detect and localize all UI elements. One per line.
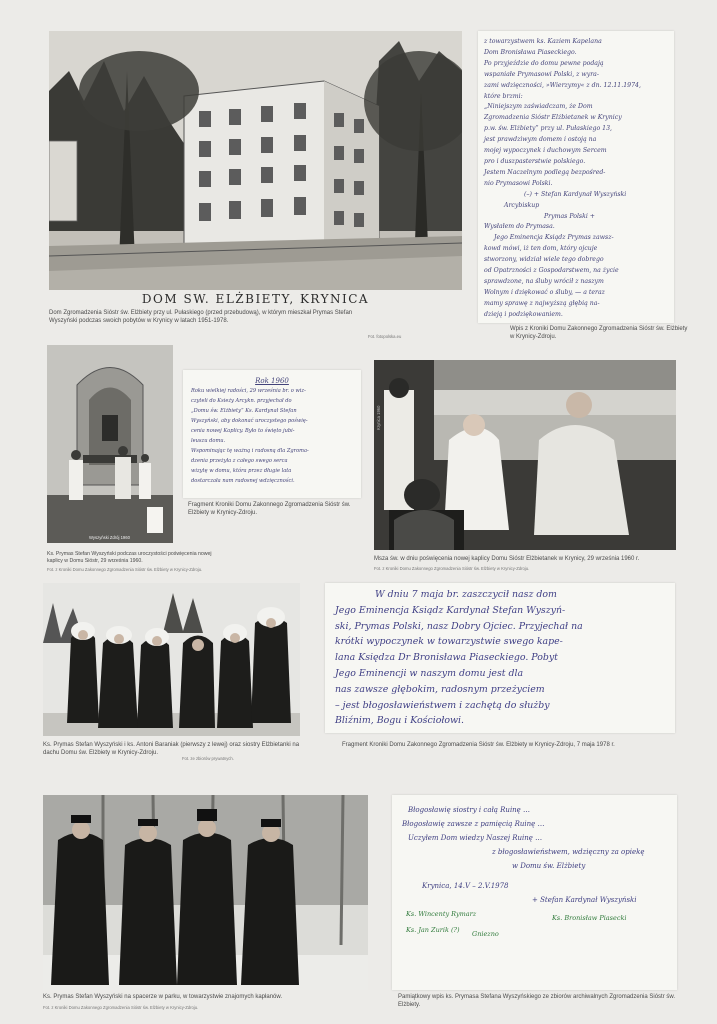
chapel-photo-credit: Fot. z Kroniki Domu Zakonnego Zgromadzenia Sióstr św. Elżbiety w Krynicy-Zdroju. <box>47 567 203 572</box>
guestbook-green-signature: Gniezno <box>472 930 499 938</box>
chronicle-1978-caption: Fragment Kroniki Domu Zakonnego Zgromadzenia Sióstr św. Elżbiety w Krynicy-Zdroju, 7 maja 1978 r. <box>342 742 615 748</box>
doc-line: Jego Eminencji w naszym domu jest dla <box>335 667 524 679</box>
doc-line: Wolnym i dziękować o śluby, — a teraz <box>484 288 605 296</box>
doc-line: Po przyjeździe do domu pewne podają <box>484 59 604 67</box>
doc-line: leuszu domu. <box>191 438 226 444</box>
postcard-illustration <box>49 31 462 290</box>
doc-line: Wysłałem do Prymasa. <box>484 223 555 231</box>
doc-line: Bliźnim, Bogu i Kościołowi. <box>335 715 465 727</box>
doc-line: wspaniałe Prymasowi Polski, z wyra- <box>484 70 599 78</box>
doc-line: nas zawsze głębokim, radosnym przeżyciem <box>335 683 545 695</box>
doc-line: od Opatrzności z Gospodarstwem, na życie <box>484 267 619 275</box>
guestbook-line: Uczyłem Dom wiedzy Naszej Ruinę … <box>408 834 543 842</box>
chapel-photo <box>47 345 173 543</box>
guestbook-line: Błogosławię siostry i całą Ruinę … <box>408 806 531 814</box>
doc-line: „Niniejszym zaświadczam, że Dom <box>484 103 593 111</box>
doc-line: nio Prymasowi Polski. <box>484 179 553 187</box>
chapel-photo-caption: Ks. Prymas Stefan Wyszyński podczas uroczystości poświęcenia nowej kaplicy w Domu Sióstr, 29 września 1960. <box>47 551 212 564</box>
doc-line: kowd mówi, iż ten dom, który ojcuje <box>484 245 598 253</box>
doc-line: dzieją i podziękowaniem. <box>484 310 563 318</box>
chapel-photo-stamp: Wyszyński Zdrój 1960 <box>89 535 130 540</box>
priests-illustration <box>43 795 368 990</box>
nuns-photo-credit: Fot. ze zbiorów prywatnych. <box>182 756 234 761</box>
postcard-title: DOM SW. ELŻBIETY, KRYNICA <box>141 292 370 306</box>
guestbook-signature: + Stefan Kardynał Wyszyński <box>532 896 637 904</box>
doc-line: dostarczała nam radosnej wdzięczności. <box>191 478 295 484</box>
doc-line: mamy sprawę z najwyższą głębią na- <box>484 299 600 307</box>
guestbook-green-signature: Ks. Wincenty Rymarz <box>406 910 477 918</box>
doc-line: Arcybiskup <box>504 201 540 209</box>
priests-photo-credit: Fot. z Kroniki Domu Zakonnego Zgromadzenia Sióstr św. Elżbiety w Krynicy-Zdroju. <box>43 1005 199 1010</box>
doc-line: Jego Eminencja Ksiądz Prymas zawsz- <box>494 234 614 242</box>
guestbook-line: z błogosławieństwem, wdzięczny za opiekę <box>492 848 645 856</box>
mass-photo-credit: Fot. z Kroniki Domu Zakonnego Zgromadzenia Sióstr św. Elżbiety w Krynicy-Zdroju. <box>374 566 530 571</box>
doc-line: (–) + Stefan Kardynał Wyszyński <box>524 190 627 198</box>
postcard-photo <box>49 31 462 290</box>
doc-line: Wspominając tę ważną i radosną dla Zgroma- <box>191 448 309 454</box>
nuns-photo-caption: Ks. Prymas Stefan Wyszyński i ks. Antoni Baraniak (pierwszy z lewej) oraz siostry Elżbietanki na dachu Domu św. Elżbiety w Krynicy-Zdroju. <box>43 742 300 756</box>
guestbook-line: w Domu św. Elżbiety <box>512 862 586 870</box>
doc-line: Roku wielkiej radości, 29 września br. o wiz- <box>191 388 306 394</box>
priests-photo <box>43 795 368 990</box>
chronicle-1960-caption: Fragment Kroniki Domu Zakonnego Zgromadzenia Sióstr św. Elżbiety w Krynicy-Zdroju. <box>188 502 351 516</box>
postcard-caption: Dom Zgromadzenia Sióstr św. Elżbiety przy ul. Pułaskiego (przed przebudową), w którym mieszkał Prymas Stefan Wyszyński podczas swoich pobytów w Krynicy w latach 1951-1978. <box>49 310 353 324</box>
doc-line: z towarzystwem ks. Kaziem Kapelana <box>484 38 602 45</box>
nuns-illustration <box>43 583 300 736</box>
doc-line: Jego Eminencja Ksiądz Kardynał Stefan Wyszyń- <box>335 604 566 616</box>
mass-photo <box>374 360 676 550</box>
chronicle-page-1960 <box>183 370 361 498</box>
nuns-photo <box>43 583 300 736</box>
doc-line: które brzmi: <box>484 92 523 100</box>
doc-1960-heading: Rok 1960 <box>255 377 289 385</box>
doc-line: lana Księdza Dr Bronisława Piaseckiego. Pobyt <box>335 652 558 664</box>
mass-photo-stamp: Krynica 1960 <box>376 405 381 430</box>
postcard-credit: Fot. fotopolska.eu <box>368 334 402 339</box>
mass-photo-caption: Msza św. w dniu poświęcenia nowej kaplicy Domu Sióstr Elżbietanek w Krynicy, 29 września 1960 r. <box>374 556 640 562</box>
doc-line: Dom Bronisława Piaseckiego. <box>484 48 577 56</box>
mass-illustration <box>374 360 676 550</box>
guestbook-green-signature: Ks. Jan Zurik (?) <box>406 926 460 934</box>
chronicle-1974-caption: Wpis z Kroniki Domu Zakonnego Zgromadzenia Sióstr św. Elżbiety w Krynicy-Zdroju. <box>510 326 688 340</box>
doc-line: stworzony, widział wiele tego dobrego <box>484 256 604 264</box>
chapel-illustration <box>47 345 173 543</box>
doc-line: czyteli do Ksieży Arcykn. przyjechał do <box>191 398 292 404</box>
guestbook-line: Błogosławię zawsze z pamięcią Ruinę … <box>402 820 545 828</box>
doc-line: – jest błogosławieństwem i zachętą do służby <box>335 699 550 711</box>
doc-line: sprawdzone, na śluby wrócił z naszym <box>484 277 604 285</box>
chronicle-page-1978 <box>325 583 675 733</box>
doc-line: Jestem Naczelnym podlegą bezpośred- <box>484 168 606 176</box>
doc-line: krótki wypoczynek w towarzystwie swego kape- <box>335 636 563 648</box>
doc-line: wizytę w domu, która przez długie lata <box>191 468 292 474</box>
guestbook-line: Krynica, 14.V – 2.V.1978 <box>422 882 509 890</box>
doc-line: W dniu 7 maja br. zaszczycił nasz dom <box>375 589 557 600</box>
doc-line: ski, Prymas Polski, nasz Dobry Ojciec. Przyjechał na <box>335 620 583 632</box>
guestbook-page <box>392 795 677 990</box>
doc-line: Wyszyński, aby dokonać uroczystego poświę- <box>191 418 308 424</box>
doc-line: mojej wypoczynek i duchowym Sercem <box>484 147 607 155</box>
guestbook-green-signature: Ks. Bronisław Piasecki <box>552 914 627 922</box>
doc-line: cenia nowej Kaplicy. Było to święto jubi- <box>191 428 295 434</box>
doc-line: pro i duszpasterstwie polskiego. <box>484 157 586 165</box>
guestbook-caption: Pamiątkowy wpis ks. Prymasa Stefana Wyszyńskiego ze zbiorów archiwalnych Zgromadzenia Sióstr św. Elżbiety. <box>398 994 676 1008</box>
priests-photo-caption: Ks. Prymas Stefan Wyszyński na spacerze w parku, w towarzystwie znajomych kapłanów. <box>43 994 283 1000</box>
doc-line: zami wdzięczności, »Wierzymy« z dn. 12.11.1974, <box>484 81 641 89</box>
doc-line: Prymas Polski + <box>544 212 595 220</box>
doc-line: jest prawdziwym domem i ostoją na <box>484 136 597 144</box>
chronicle-page-1974 <box>478 31 674 323</box>
doc-line: p.w. św. Elżbiety” przy ul. Pułaskiego 13, <box>484 125 613 133</box>
doc-line: dzenia przeżyła z całego swego serca <box>191 458 288 464</box>
doc-line: „Domu św. Elżbiety” Ks. Kardynał Stefan <box>191 408 297 414</box>
doc-line: Zgromadzenia Sióstr Elżbietanek w Krynicy <box>484 114 622 122</box>
